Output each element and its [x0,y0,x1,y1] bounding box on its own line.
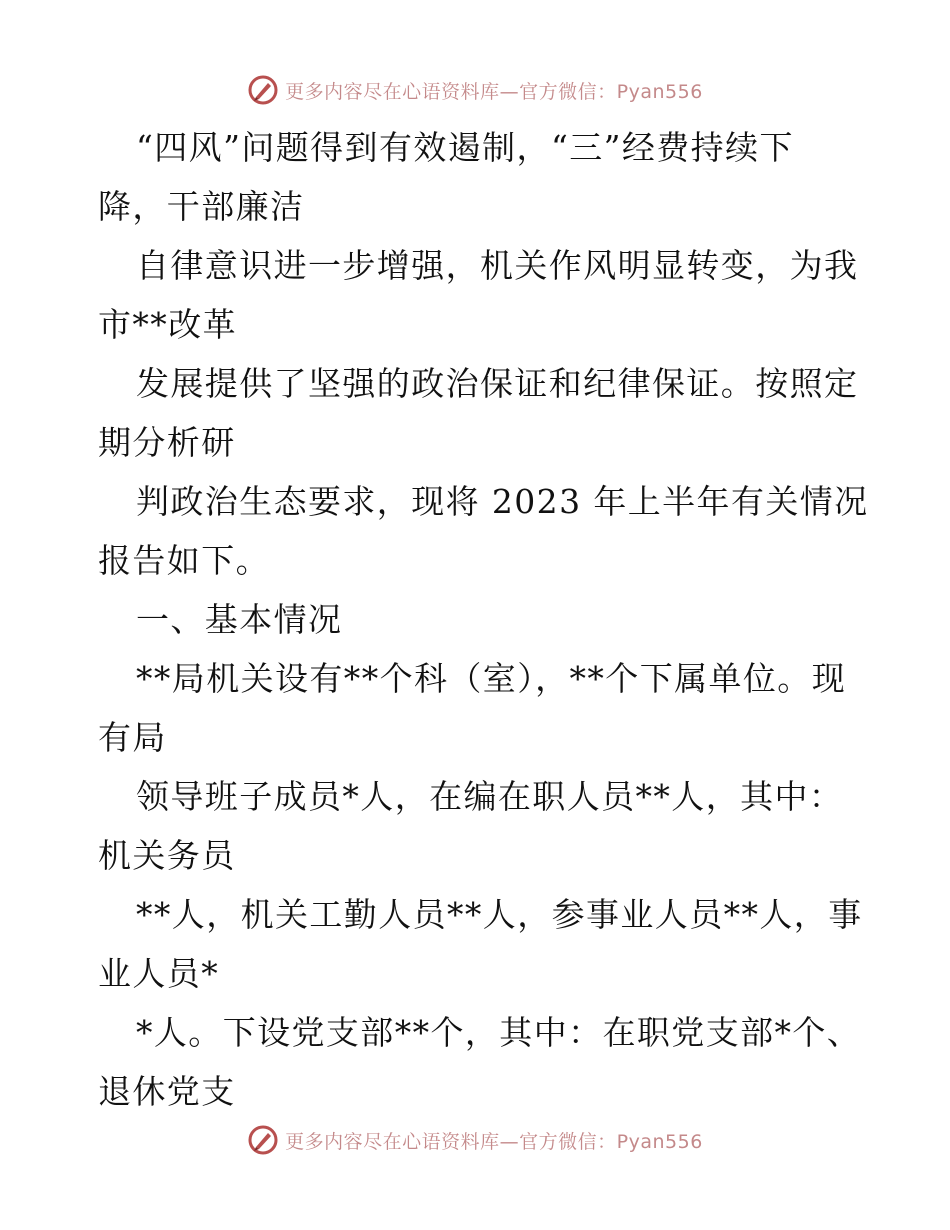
text-line: 自律意识进一步增强，机关作风明显转变，为我 [136,246,859,285]
text-line: 期分析研 [98,423,236,462]
text-line: 有局 [98,718,167,757]
document-body [98,118,869,1121]
text-line: 发展提供了坚强的政治保证和纪律保证。按照定 [136,364,859,403]
header-watermark-banner [0,70,950,110]
text-line: 领导班子成员*人，在编在职人员**人，其中： [136,777,844,816]
text-line: 业人员* [98,954,220,993]
text-line: **人，机关工勤人员**人，参事业人员**人，事 [136,895,863,934]
header-watermark-text: 更多内容尽在心语资料库—官方微信：Pyan556 [285,80,703,103]
text-line: 降，干部廉洁 [98,187,305,226]
text-line: 机关务员 [98,836,236,875]
text-line: **局机关设有**个科（室），**个下属单位。现 [136,659,847,698]
footer-watermark-text: 更多内容尽在心语资料库—官方微信：Pyan556 [285,1130,703,1153]
pen-circle-logo-icon [247,1124,279,1156]
section-heading: 一、基本情况 [136,600,343,639]
text-line: *人。下设党支部**个，其中：在职党支部*个、 [136,1013,862,1052]
text-line: 退休党支 [98,1072,236,1111]
footer-watermark-banner [0,1120,950,1160]
text-line: 市**改革 [98,305,237,344]
pen-circle-logo-icon [247,74,279,106]
text-line: 判政治生态要求，现将 2023 年上半年有关情况 [136,482,869,521]
text-line: 报告如下。 [98,541,270,580]
text-line: “四风”问题得到有效遏制，“三”经费持续下 [136,128,794,167]
